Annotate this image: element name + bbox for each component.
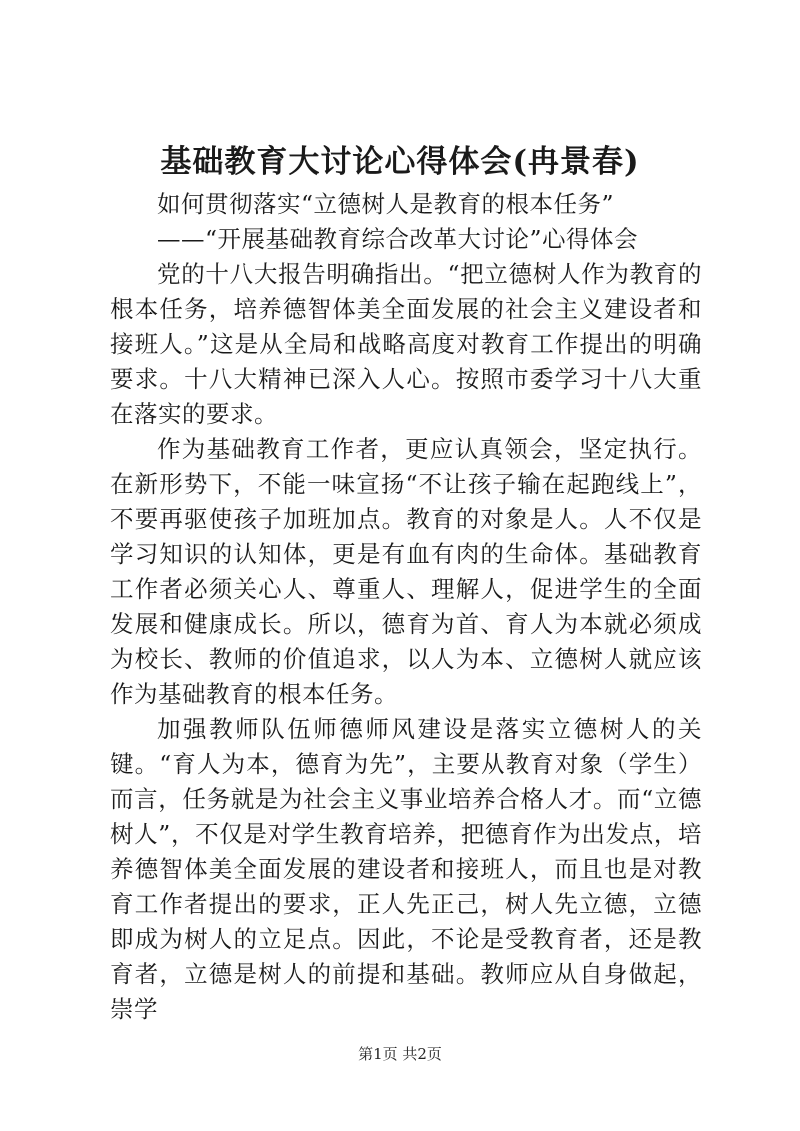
subtitle-line-1: 如何贯彻落实“立德树人是教育的根本任务”: [157, 190, 615, 218]
paragraph-2: 作为基础教育工作者，更应认真领会，坚定执行。在新形势下，不能一味宣扬“不让孩子输在起跑线上”，不要再驱使孩子加班加点。教育的对象是人。人不仅是学习知识的认知体，更是有血有肉的生命体。基础教育工作者必须关心人、尊重人、理解人，促进学生的全面发展和健康成长。所以，德育为首、育人为本就必须成为校长、教师的价值追求，以人为本、立德树人就应该作为基础教育的根本任务。: [110, 435, 702, 708]
paragraph-1: 党的十八大报告明确指出。“把立德树人作为教育的根本任务，培养德智体美全面发展的社会主义建设者和接班人。”这是从全局和战略高度对教育工作提出的明确要求。十八大精神已深入人心。按照市委学习十八大重在落实的要求。: [110, 260, 702, 428]
paragraph-3: 加强教师队伍师德师风建设是落实立德树人的关键。“育人为本，德育为先”，主要从教育对象（学生）而言，任务就是为社会主义事业培养合格人才。而“立德树人”，不仅是对学生教育培养，把德育作为出发点，培养德智体美全面发展的建设者和接班人，而且也是对教育工作者提出的要求，正人先正己，树人先立德，立德即成为树人的立足点。因此，不论是受教育者，还是教育者，立德是树人的前提和基础。教师应从自身做起，崇学: [110, 715, 702, 1023]
document-title: 基础教育大讨论心得体会(冉景春): [160, 144, 640, 180]
subtitle-line-2: ——“开展基础教育综合改革大讨论”心得体会: [157, 225, 639, 253]
document-body: [110, 187, 702, 1027]
page-number: 第1页 共2页: [358, 1045, 442, 1063]
